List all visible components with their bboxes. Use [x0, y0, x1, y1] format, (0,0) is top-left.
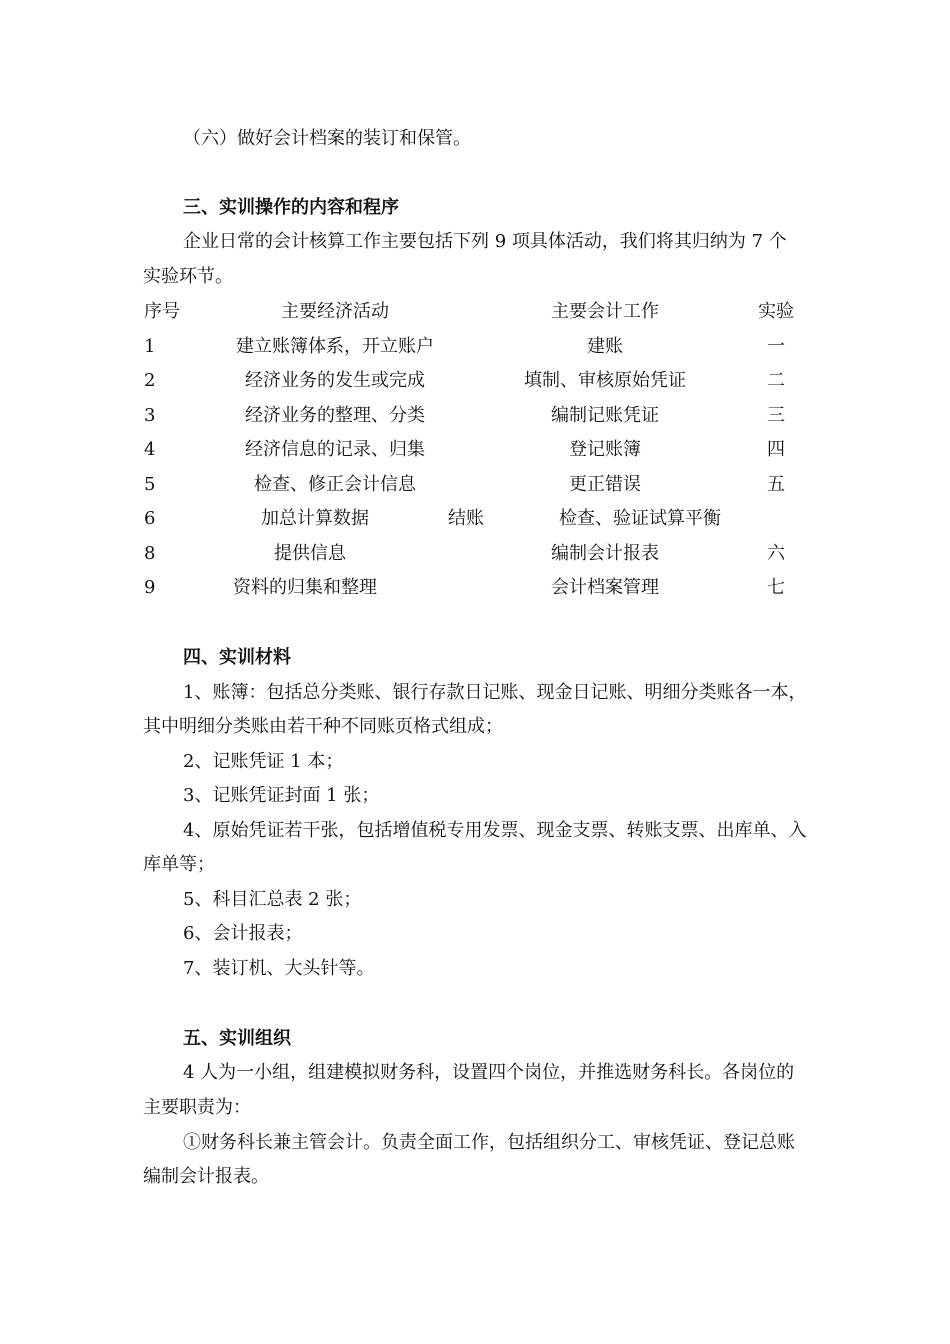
row-experiment: 四: [767, 439, 785, 460]
row-seq: 1: [144, 336, 156, 357]
duty-1-line-1: ①财务科长兼主管会计。负责全面工作，包括组织分工、审核凭证、登记总账: [183, 1132, 795, 1153]
section-five-heading: 五、实训组织: [183, 1028, 291, 1049]
material-item-5: 5、科目汇总表 2 张；: [183, 889, 362, 910]
section-three-intro-line-1: 企业日常的会计核算工作主要包括下列 9 项具体活动，我们将其归纳为 7 个: [183, 231, 787, 252]
row-work: 会计档案管理: [551, 577, 659, 598]
row-work: 建账: [587, 336, 623, 357]
row-activity: 资料的归集和整理: [233, 577, 377, 598]
row-seq: 8: [144, 543, 156, 564]
row-extra: 结账: [448, 508, 484, 529]
header-seq: 序号: [144, 301, 180, 322]
material-item-1-line-2: 其中明细分类账由若干种不同账页格式组成；: [143, 716, 503, 737]
row-work: 更正错误: [569, 474, 641, 495]
row-seq: 9: [144, 577, 156, 598]
organization-intro-line-2: 主要职责为：: [143, 1097, 251, 1118]
section-three-intro-line-2: 实验环节。: [143, 266, 233, 287]
table-row: [0, 542, 950, 566]
header-work: 主要会计工作: [551, 301, 659, 322]
row-seq: 2: [144, 370, 156, 391]
row-activity: 提供信息: [274, 543, 346, 564]
row-experiment: 三: [767, 405, 785, 426]
row-work: 登记账簿: [569, 439, 641, 460]
material-item-7: 7、装订机、大头针等。: [183, 958, 375, 979]
row-work: 编制会计报表: [551, 543, 659, 564]
section-three-heading: 三、实训操作的内容和程序: [183, 197, 399, 218]
row-experiment: 六: [767, 543, 785, 564]
row-seq: 6: [144, 508, 156, 529]
row-work: 填制、审核原始凭证: [524, 370, 686, 391]
row-work: 检查、验证试算平衡: [559, 508, 721, 529]
row-experiment: 二: [767, 370, 785, 391]
material-item-4-line-2: 库单等；: [143, 854, 215, 875]
row-activity: 加总计算数据: [261, 508, 369, 529]
duty-1-line-2: 编制会计报表。: [143, 1166, 269, 1187]
table-row: [0, 404, 950, 428]
table-row: [0, 335, 950, 359]
table-row: [0, 507, 950, 531]
header-activity: 主要经济活动: [281, 301, 389, 322]
row-activity: 经济信息的记录、归集: [245, 439, 425, 460]
row-work: 编制记账凭证: [551, 405, 659, 426]
row-activity: 建立账簿体系，开立账户: [236, 336, 434, 357]
material-item-3: 3、记账凭证封面 1 张；: [183, 785, 380, 806]
row-experiment: 一: [767, 336, 785, 357]
organization-intro-line-1: 4 人为一小组，组建模拟财务科，设置四个岗位，并推选财务科长。各岗位的: [183, 1062, 795, 1083]
material-item-6: 6、会计报表；: [183, 923, 303, 944]
row-activity: 经济业务的发生或完成: [245, 370, 425, 391]
table-row: [0, 473, 950, 497]
table-header-row: [0, 300, 950, 324]
row-seq: 5: [144, 474, 156, 495]
row-activity: 检查、修正会计信息: [254, 474, 416, 495]
table-row: [0, 369, 950, 393]
table-row: [0, 438, 950, 462]
material-item-4-line-1: 4、原始凭证若干张，包括增值税专用发票、现金支票、转账支票、出库单、入: [183, 820, 807, 841]
row-activity: 经济业务的整理、分类: [245, 405, 425, 426]
section-four-heading: 四、实训材料: [183, 647, 291, 668]
row-seq: 4: [144, 439, 156, 460]
row-experiment: 七: [767, 577, 785, 598]
material-item-1-line-1: 1、账簿：包括总分类账、银行存款日记账、现金日记账、明细分类账各一本，: [183, 682, 807, 703]
row-seq: 3: [144, 405, 156, 426]
section-two-item-6: （六）做好会计档案的装订和保管。: [183, 128, 471, 149]
row-experiment: 五: [767, 474, 785, 495]
header-experiment: 实验: [758, 301, 794, 322]
table-row: [0, 576, 950, 600]
material-item-2: 2、记账凭证 1 本；: [183, 751, 344, 772]
